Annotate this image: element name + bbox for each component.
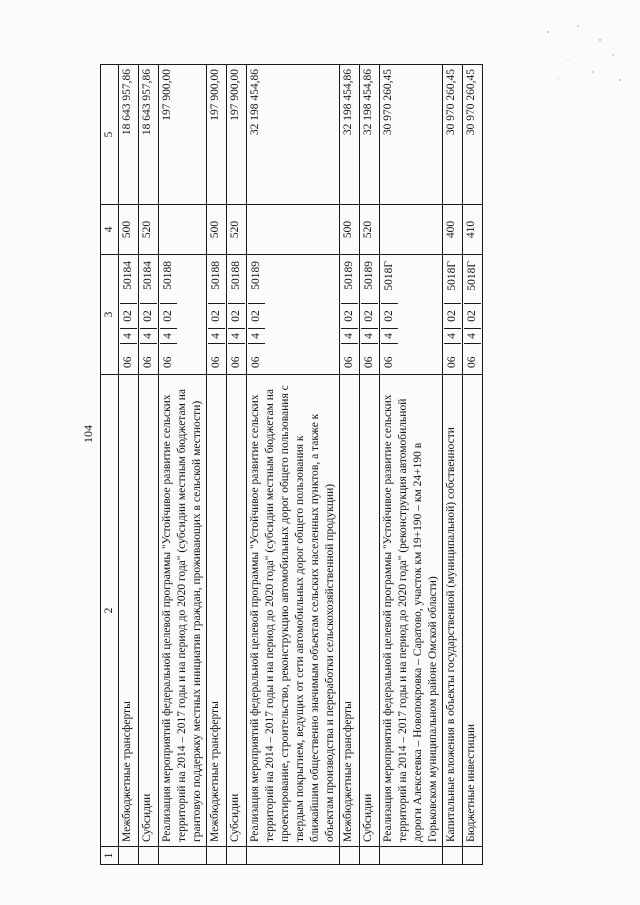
row-text: Межбюджетные трансферты xyxy=(207,375,227,847)
code-part: 02 xyxy=(464,303,481,328)
row-code xyxy=(340,255,360,375)
code-part: 06 xyxy=(248,343,265,370)
code-part: 4 xyxy=(341,328,358,343)
code-part: 5018Г xyxy=(383,261,395,291)
code-part: 02 xyxy=(341,303,358,328)
code-part: 06 xyxy=(361,343,378,370)
code-part: 06 xyxy=(381,343,398,370)
row-code xyxy=(463,255,483,375)
row-index-cell xyxy=(463,847,483,865)
code-part: 4 xyxy=(464,328,481,343)
code-part: 4 xyxy=(228,328,245,343)
code-part: 4 xyxy=(361,328,378,343)
table-row xyxy=(463,65,483,865)
code-part: 4 xyxy=(381,328,398,343)
code-part: 06 xyxy=(444,343,461,370)
row-sum: 32 198 454,86 xyxy=(360,65,380,205)
row-text: Реализация мероприятий федеральной целевой программы "Устойчивое развитие сельских территорий на 2014 – 2017 годы и на период до 2020 года" (субсидии местным бюджетам на проектирование, строительство, реконструкцию автомобильных дорог общего пользования с твердым покрытием, ведущих от сети автомобильных дорог общего пользования к ближайшим общественно значимым объектам сельских населенных пунктов, а также к объектам производства и переработки сельскохозяйственной продукции) xyxy=(247,375,340,847)
row-vr: 500 xyxy=(119,205,139,255)
row-code xyxy=(139,255,159,375)
code-part: 50184 xyxy=(142,261,154,290)
row-index-cell xyxy=(360,847,380,865)
table-row xyxy=(247,65,340,865)
column-header: 5 xyxy=(101,65,119,205)
table-row xyxy=(119,65,139,865)
row-text: Реализация мероприятий федеральной целевой программы "Устойчивое развитие сельских территорий на 2014 – 2017 годы и на период до 2020 года" (субсидии местным бюджетам на грантовую поддержку местных инициатив граждан, проживающих в сельской местности) xyxy=(159,375,207,847)
table-row xyxy=(360,65,380,865)
code-part: 4 xyxy=(140,328,157,343)
column-header: 4 xyxy=(101,205,119,255)
row-index-cell xyxy=(380,847,443,865)
row-index-cell xyxy=(159,847,207,865)
row-code xyxy=(380,255,443,375)
code-part: 06 xyxy=(464,343,481,370)
row-sum: 18 643 957,86 xyxy=(139,65,159,205)
row-vr xyxy=(159,205,207,255)
row-code xyxy=(247,255,340,375)
table-row xyxy=(443,65,463,865)
row-index-cell xyxy=(227,847,247,865)
code-part: 02 xyxy=(248,303,265,328)
row-code xyxy=(119,255,139,375)
code-part: 4 xyxy=(160,328,177,343)
code-part: 06 xyxy=(208,343,225,370)
table-row xyxy=(207,65,227,865)
row-vr: 500 xyxy=(340,205,360,255)
row-index-cell xyxy=(340,847,360,865)
row-vr: 400 xyxy=(443,205,463,255)
row-vr: 520 xyxy=(360,205,380,255)
page-number: 104 xyxy=(81,425,95,443)
code-part: 06 xyxy=(120,343,137,370)
code-part: 50189 xyxy=(250,261,262,290)
table-row xyxy=(227,65,247,865)
code-part: 02 xyxy=(140,303,157,328)
code-part: 5018Г xyxy=(446,261,458,291)
row-sum: 197 900,00 xyxy=(207,65,227,205)
code-part: 4 xyxy=(444,328,461,343)
row-vr xyxy=(247,205,340,255)
code-part: 50188 xyxy=(162,261,174,290)
row-index-cell xyxy=(139,847,159,865)
code-part: 4 xyxy=(120,328,137,343)
row-code xyxy=(207,255,227,375)
code-part: 02 xyxy=(361,303,378,328)
code-part: 06 xyxy=(341,343,358,370)
row-text: Бюджетные инвестиции xyxy=(463,375,483,847)
code-part: 02 xyxy=(228,303,245,328)
header-row xyxy=(101,65,119,865)
row-text: Межбюджетные трансферты xyxy=(119,375,139,847)
row-code xyxy=(443,255,463,375)
table-row xyxy=(340,65,360,865)
row-sum: 197 900,00 xyxy=(159,65,207,205)
row-text: Межбюджетные трансферты xyxy=(340,375,360,847)
row-sum: 32 198 454,86 xyxy=(247,65,340,205)
code-part: 50189 xyxy=(363,261,375,290)
row-vr: 410 xyxy=(463,205,483,255)
code-part: 50189 xyxy=(343,261,355,290)
row-sum: 30 970 260,45 xyxy=(463,65,483,205)
row-text: Субсидии xyxy=(139,375,159,847)
budget-table xyxy=(100,64,483,865)
code-part: 4 xyxy=(248,328,265,343)
row-index-cell xyxy=(119,847,139,865)
row-text: Субсидии xyxy=(227,375,247,847)
row-vr: 520 xyxy=(139,205,159,255)
row-sum: 18 643 957,86 xyxy=(119,65,139,205)
row-vr: 520 xyxy=(227,205,247,255)
scan-noise xyxy=(538,20,628,90)
row-sum: 30 970 260,45 xyxy=(380,65,443,205)
code-part: 4 xyxy=(208,328,225,343)
code-part: 06 xyxy=(160,343,177,370)
row-vr xyxy=(380,205,443,255)
row-index-cell xyxy=(443,847,463,865)
code-part: 50188 xyxy=(210,261,222,290)
row-text: Субсидии xyxy=(360,375,380,847)
code-part: 50188 xyxy=(230,261,242,290)
row-index-cell xyxy=(207,847,227,865)
code-part: 5018Г xyxy=(466,261,478,291)
row-sum: 32 198 454,86 xyxy=(340,65,360,205)
code-part: 02 xyxy=(381,303,398,328)
code-part: 02 xyxy=(444,303,461,328)
table-row xyxy=(159,65,207,865)
row-text: Капитальные вложения в объекты государственной (муниципальной) собственности xyxy=(443,375,463,847)
rotated-page xyxy=(100,65,620,865)
row-vr: 500 xyxy=(207,205,227,255)
row-code xyxy=(227,255,247,375)
row-sum: 197 900,00 xyxy=(227,65,247,205)
row-index-cell xyxy=(247,847,340,865)
column-header: 1 xyxy=(101,847,119,865)
row-sum: 30 970 260,45 xyxy=(443,65,463,205)
table-row xyxy=(380,65,443,865)
table-body xyxy=(101,65,483,865)
code-part: 06 xyxy=(140,343,157,370)
column-header: 2 xyxy=(101,375,119,847)
code-part: 02 xyxy=(160,303,177,328)
column-header: 3 xyxy=(101,255,119,375)
row-code xyxy=(360,255,380,375)
code-part: 06 xyxy=(228,343,245,370)
code-part: 50184 xyxy=(122,261,134,290)
code-part: 02 xyxy=(120,303,137,328)
row-code xyxy=(159,255,207,375)
code-part: 02 xyxy=(208,303,225,328)
row-text: Реализация мероприятий федеральной целевой программы "Устойчивое развитие сельских территорий на 2014 – 2017 годы и на период до 2020 года" (реконструкция автомобильной дороги Алексеевка – Новопокровка – Саратово, участок км 19+190 – км 24+190 в Горьковском муниципальном районе Омской области) xyxy=(380,375,443,847)
table-row xyxy=(139,65,159,865)
